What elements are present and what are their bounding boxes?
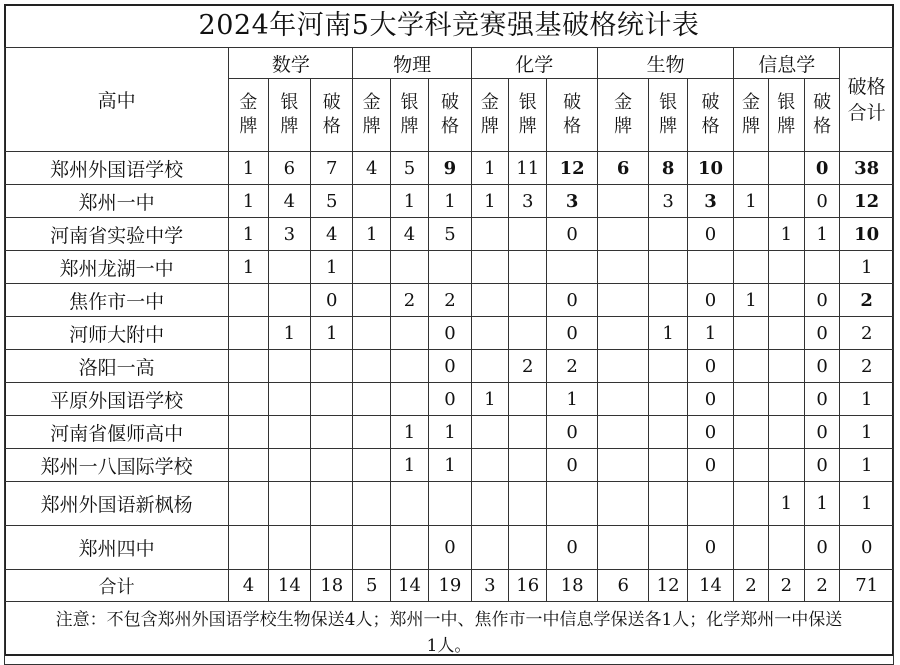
value-cell: 0 bbox=[804, 152, 839, 185]
value-cell: 1 bbox=[390, 185, 428, 218]
value-cell: 0 bbox=[547, 416, 598, 449]
row-total-cell: 2 bbox=[840, 350, 894, 383]
school-name-cell: 郑州外国语新枫杨 bbox=[5, 482, 229, 526]
value-cell bbox=[649, 350, 687, 383]
value-cell bbox=[268, 284, 310, 317]
value-cell: 0 bbox=[804, 185, 839, 218]
value-cell: 1 bbox=[429, 185, 471, 218]
row-total-cell: 2 bbox=[840, 317, 894, 350]
table-row bbox=[5, 526, 894, 570]
row-total-cell: 1 bbox=[840, 482, 894, 526]
value-cell bbox=[429, 482, 471, 526]
value-cell bbox=[229, 383, 268, 416]
value-cell: 0 bbox=[687, 218, 733, 251]
medal-header: 破格 bbox=[311, 79, 353, 152]
value-cell bbox=[687, 251, 733, 284]
value-cell: 7 bbox=[311, 152, 353, 185]
row-total-cell: 1 bbox=[840, 449, 894, 482]
value-cell: 2 bbox=[429, 284, 471, 317]
value-cell bbox=[768, 449, 804, 482]
value-cell: 1 bbox=[429, 449, 471, 482]
value-cell bbox=[768, 383, 804, 416]
school-name-cell: 郑州龙湖一中 bbox=[5, 251, 229, 284]
value-cell bbox=[229, 284, 268, 317]
value-cell: 0 bbox=[804, 317, 839, 350]
medal-header: 破格 bbox=[547, 79, 598, 152]
value-cell: 1 bbox=[390, 449, 428, 482]
value-cell bbox=[471, 416, 508, 449]
value-cell bbox=[471, 218, 508, 251]
footnote: 注意：不包含郑州外国语学校生物保送4人；郑州一中、焦作市一中信息学保送各1人；化学郑州一中保送1人。 bbox=[5, 602, 894, 665]
medal-header: 银牌 bbox=[268, 79, 310, 152]
value-cell: 0 bbox=[804, 350, 839, 383]
value-cell bbox=[597, 449, 649, 482]
table-row bbox=[5, 317, 894, 350]
value-cell: 0 bbox=[687, 350, 733, 383]
totals-cell: 19 bbox=[429, 570, 471, 602]
value-cell bbox=[353, 317, 390, 350]
value-cell: 0 bbox=[429, 383, 471, 416]
value-cell: 2 bbox=[390, 284, 428, 317]
value-cell bbox=[390, 526, 428, 570]
value-cell bbox=[390, 251, 428, 284]
value-cell: 0 bbox=[804, 416, 839, 449]
value-cell bbox=[311, 482, 353, 526]
value-cell bbox=[734, 218, 768, 251]
table-row bbox=[5, 416, 894, 449]
value-cell bbox=[268, 383, 310, 416]
subject-header: 化学 bbox=[471, 48, 597, 79]
row-total-cell: 1 bbox=[840, 251, 894, 284]
value-cell bbox=[471, 350, 508, 383]
value-cell: 0 bbox=[804, 449, 839, 482]
value-cell bbox=[687, 482, 733, 526]
value-cell bbox=[768, 152, 804, 185]
medal-header: 破格 bbox=[429, 79, 471, 152]
value-cell: 3 bbox=[547, 185, 598, 218]
value-cell bbox=[311, 526, 353, 570]
value-cell: 8 bbox=[649, 152, 687, 185]
value-cell: 1 bbox=[268, 317, 310, 350]
value-cell bbox=[649, 449, 687, 482]
value-cell bbox=[353, 449, 390, 482]
school-name-cell: 焦作市一中 bbox=[5, 284, 229, 317]
value-cell: 0 bbox=[687, 284, 733, 317]
value-cell: 1 bbox=[804, 218, 839, 251]
value-cell bbox=[509, 383, 547, 416]
school-name-cell: 郑州四中 bbox=[5, 526, 229, 570]
totals-cell: 2 bbox=[734, 570, 768, 602]
value-cell bbox=[268, 526, 310, 570]
value-cell bbox=[509, 218, 547, 251]
value-cell: 1 bbox=[311, 251, 353, 284]
value-cell: 1 bbox=[471, 383, 508, 416]
value-cell bbox=[471, 449, 508, 482]
school-name-cell: 郑州外国语学校 bbox=[5, 152, 229, 185]
value-cell bbox=[547, 482, 598, 526]
value-cell bbox=[390, 350, 428, 383]
value-cell bbox=[390, 317, 428, 350]
value-cell: 0 bbox=[687, 383, 733, 416]
value-cell bbox=[734, 317, 768, 350]
value-cell: 1 bbox=[547, 383, 598, 416]
value-cell bbox=[471, 251, 508, 284]
value-cell bbox=[649, 482, 687, 526]
value-cell bbox=[734, 416, 768, 449]
medal-header: 金牌 bbox=[734, 79, 768, 152]
school-name-cell: 河南省偃师高中 bbox=[5, 416, 229, 449]
value-cell bbox=[471, 482, 508, 526]
value-cell bbox=[597, 526, 649, 570]
value-cell bbox=[390, 383, 428, 416]
value-cell bbox=[734, 526, 768, 570]
value-cell: 1 bbox=[687, 317, 733, 350]
value-cell bbox=[268, 350, 310, 383]
table-row bbox=[5, 218, 894, 251]
value-cell bbox=[311, 350, 353, 383]
value-cell bbox=[509, 251, 547, 284]
value-cell: 12 bbox=[547, 152, 598, 185]
value-cell bbox=[597, 218, 649, 251]
value-cell bbox=[768, 185, 804, 218]
medal-header: 破格 bbox=[804, 79, 839, 152]
value-cell: 0 bbox=[311, 284, 353, 317]
value-cell: 1 bbox=[804, 482, 839, 526]
table-row bbox=[5, 350, 894, 383]
value-cell bbox=[471, 317, 508, 350]
value-cell: 1 bbox=[229, 185, 268, 218]
value-cell bbox=[229, 350, 268, 383]
table-row bbox=[5, 383, 894, 416]
value-cell: 2 bbox=[509, 350, 547, 383]
school-name-cell: 洛阳一高 bbox=[5, 350, 229, 383]
value-cell: 4 bbox=[353, 152, 390, 185]
value-cell bbox=[768, 317, 804, 350]
medal-header: 银牌 bbox=[509, 79, 547, 152]
value-cell bbox=[509, 284, 547, 317]
value-cell bbox=[311, 383, 353, 416]
school-name-cell: 河师大附中 bbox=[5, 317, 229, 350]
value-cell: 9 bbox=[429, 152, 471, 185]
value-cell: 1 bbox=[311, 317, 353, 350]
value-cell bbox=[268, 482, 310, 526]
total-column-header: 破格合计 bbox=[840, 48, 894, 152]
row-total-cell: 1 bbox=[840, 416, 894, 449]
value-cell: 2 bbox=[547, 350, 598, 383]
value-cell bbox=[649, 526, 687, 570]
value-cell: 0 bbox=[547, 449, 598, 482]
value-cell bbox=[353, 383, 390, 416]
value-cell: 0 bbox=[804, 383, 839, 416]
medal-header: 金牌 bbox=[229, 79, 268, 152]
value-cell: 5 bbox=[429, 218, 471, 251]
value-cell: 1 bbox=[649, 317, 687, 350]
value-cell bbox=[597, 416, 649, 449]
school-name-cell: 平原外国语学校 bbox=[5, 383, 229, 416]
value-cell bbox=[597, 185, 649, 218]
value-cell bbox=[471, 526, 508, 570]
value-cell: 0 bbox=[547, 317, 598, 350]
value-cell bbox=[597, 317, 649, 350]
value-cell bbox=[804, 251, 839, 284]
value-cell bbox=[597, 284, 649, 317]
value-cell bbox=[509, 482, 547, 526]
totals-cell: 14 bbox=[268, 570, 310, 602]
row-total-cell: 38 bbox=[840, 152, 894, 185]
school-column-header: 高中 bbox=[5, 48, 229, 152]
value-cell bbox=[649, 284, 687, 317]
value-cell bbox=[734, 251, 768, 284]
subject-header-row bbox=[5, 48, 894, 79]
totals-cell: 18 bbox=[311, 570, 353, 602]
value-cell: 6 bbox=[597, 152, 649, 185]
totals-cell: 2 bbox=[768, 570, 804, 602]
value-cell: 1 bbox=[229, 218, 268, 251]
value-cell: 1 bbox=[353, 218, 390, 251]
value-cell bbox=[229, 449, 268, 482]
value-cell: 0 bbox=[804, 526, 839, 570]
value-cell bbox=[509, 317, 547, 350]
value-cell: 1 bbox=[229, 152, 268, 185]
statistics-table bbox=[4, 47, 894, 665]
value-cell: 0 bbox=[429, 350, 471, 383]
value-cell bbox=[229, 416, 268, 449]
value-cell bbox=[768, 284, 804, 317]
value-cell bbox=[268, 449, 310, 482]
row-total-cell: 2 bbox=[840, 284, 894, 317]
value-cell bbox=[734, 449, 768, 482]
totals-cell: 18 bbox=[547, 570, 598, 602]
value-cell: 1 bbox=[229, 251, 268, 284]
value-cell bbox=[229, 526, 268, 570]
totals-cell: 6 bbox=[597, 570, 649, 602]
value-cell bbox=[390, 482, 428, 526]
table-row bbox=[5, 482, 894, 526]
value-cell bbox=[597, 383, 649, 416]
subject-header: 数学 bbox=[229, 48, 353, 79]
value-cell: 1 bbox=[734, 284, 768, 317]
totals-cell: 14 bbox=[687, 570, 733, 602]
value-cell bbox=[429, 251, 471, 284]
value-cell bbox=[649, 416, 687, 449]
value-cell: 4 bbox=[311, 218, 353, 251]
subject-header: 物理 bbox=[353, 48, 471, 79]
value-cell bbox=[768, 350, 804, 383]
value-cell bbox=[229, 482, 268, 526]
medal-header: 金牌 bbox=[597, 79, 649, 152]
value-cell: 5 bbox=[311, 185, 353, 218]
value-cell: 0 bbox=[547, 218, 598, 251]
medal-header: 银牌 bbox=[768, 79, 804, 152]
note-row bbox=[5, 602, 894, 665]
value-cell bbox=[597, 251, 649, 284]
value-cell: 0 bbox=[547, 526, 598, 570]
row-total-cell: 12 bbox=[840, 185, 894, 218]
value-cell bbox=[734, 350, 768, 383]
value-cell bbox=[353, 526, 390, 570]
value-cell: 1 bbox=[768, 482, 804, 526]
value-cell bbox=[353, 185, 390, 218]
value-cell: 1 bbox=[734, 185, 768, 218]
row-total-cell: 10 bbox=[840, 218, 894, 251]
value-cell: 0 bbox=[687, 449, 733, 482]
value-cell: 0 bbox=[429, 317, 471, 350]
value-cell: 3 bbox=[268, 218, 310, 251]
value-cell: 4 bbox=[268, 185, 310, 218]
totals-cell: 14 bbox=[390, 570, 428, 602]
value-cell bbox=[649, 218, 687, 251]
value-cell bbox=[353, 482, 390, 526]
totals-cell: 12 bbox=[649, 570, 687, 602]
value-cell: 1 bbox=[471, 185, 508, 218]
value-cell: 6 bbox=[268, 152, 310, 185]
value-cell bbox=[509, 416, 547, 449]
value-cell bbox=[734, 482, 768, 526]
value-cell bbox=[509, 526, 547, 570]
medal-header: 金牌 bbox=[353, 79, 390, 152]
medal-header: 破格 bbox=[687, 79, 733, 152]
value-cell bbox=[768, 251, 804, 284]
grand-total-cell: 71 bbox=[840, 570, 894, 602]
school-name-cell: 河南省实验中学 bbox=[5, 218, 229, 251]
value-cell bbox=[734, 383, 768, 416]
totals-cell: 3 bbox=[471, 570, 508, 602]
subject-header: 信息学 bbox=[734, 48, 840, 79]
school-name-cell: 郑州一中 bbox=[5, 185, 229, 218]
school-name-cell: 郑州一八国际学校 bbox=[5, 449, 229, 482]
totals-cell: 2 bbox=[804, 570, 839, 602]
table-row bbox=[5, 185, 894, 218]
value-cell: 0 bbox=[687, 416, 733, 449]
value-cell: 5 bbox=[390, 152, 428, 185]
value-cell: 1 bbox=[471, 152, 508, 185]
value-cell: 4 bbox=[390, 218, 428, 251]
value-cell: 3 bbox=[687, 185, 733, 218]
totals-cell: 4 bbox=[229, 570, 268, 602]
row-total-cell: 1 bbox=[840, 383, 894, 416]
value-cell: 1 bbox=[429, 416, 471, 449]
subject-header: 生物 bbox=[597, 48, 733, 79]
totals-row bbox=[5, 570, 894, 602]
value-cell: 3 bbox=[509, 185, 547, 218]
value-cell bbox=[268, 251, 310, 284]
totals-label: 合计 bbox=[5, 570, 229, 602]
table-row bbox=[5, 449, 894, 482]
value-cell bbox=[311, 416, 353, 449]
table-row bbox=[5, 152, 894, 185]
value-cell bbox=[353, 284, 390, 317]
value-cell bbox=[649, 251, 687, 284]
page-title: 2024年河南5大学科竞赛强基破格统计表 bbox=[198, 10, 700, 41]
value-cell: 3 bbox=[649, 185, 687, 218]
value-cell bbox=[597, 482, 649, 526]
value-cell bbox=[268, 416, 310, 449]
value-cell bbox=[597, 350, 649, 383]
value-cell bbox=[768, 526, 804, 570]
totals-cell: 5 bbox=[353, 570, 390, 602]
value-cell: 0 bbox=[547, 284, 598, 317]
value-cell bbox=[649, 383, 687, 416]
value-cell: 10 bbox=[687, 152, 733, 185]
totals-cell: 16 bbox=[509, 570, 547, 602]
table-body bbox=[5, 152, 894, 665]
medal-header: 银牌 bbox=[649, 79, 687, 152]
value-cell bbox=[353, 416, 390, 449]
value-cell bbox=[509, 449, 547, 482]
value-cell bbox=[311, 449, 353, 482]
value-cell: 0 bbox=[687, 526, 733, 570]
value-cell bbox=[229, 317, 268, 350]
value-cell: 1 bbox=[768, 218, 804, 251]
table-row bbox=[5, 251, 894, 284]
medal-header: 银牌 bbox=[390, 79, 428, 152]
value-cell: 11 bbox=[509, 152, 547, 185]
value-cell bbox=[471, 284, 508, 317]
value-cell bbox=[353, 350, 390, 383]
value-cell: 0 bbox=[804, 284, 839, 317]
table-row bbox=[5, 284, 894, 317]
value-cell: 0 bbox=[429, 526, 471, 570]
value-cell bbox=[547, 251, 598, 284]
value-cell bbox=[734, 152, 768, 185]
medal-header: 金牌 bbox=[471, 79, 508, 152]
value-cell bbox=[768, 416, 804, 449]
value-cell bbox=[353, 251, 390, 284]
value-cell: 1 bbox=[390, 416, 428, 449]
row-total-cell: 0 bbox=[840, 526, 894, 570]
